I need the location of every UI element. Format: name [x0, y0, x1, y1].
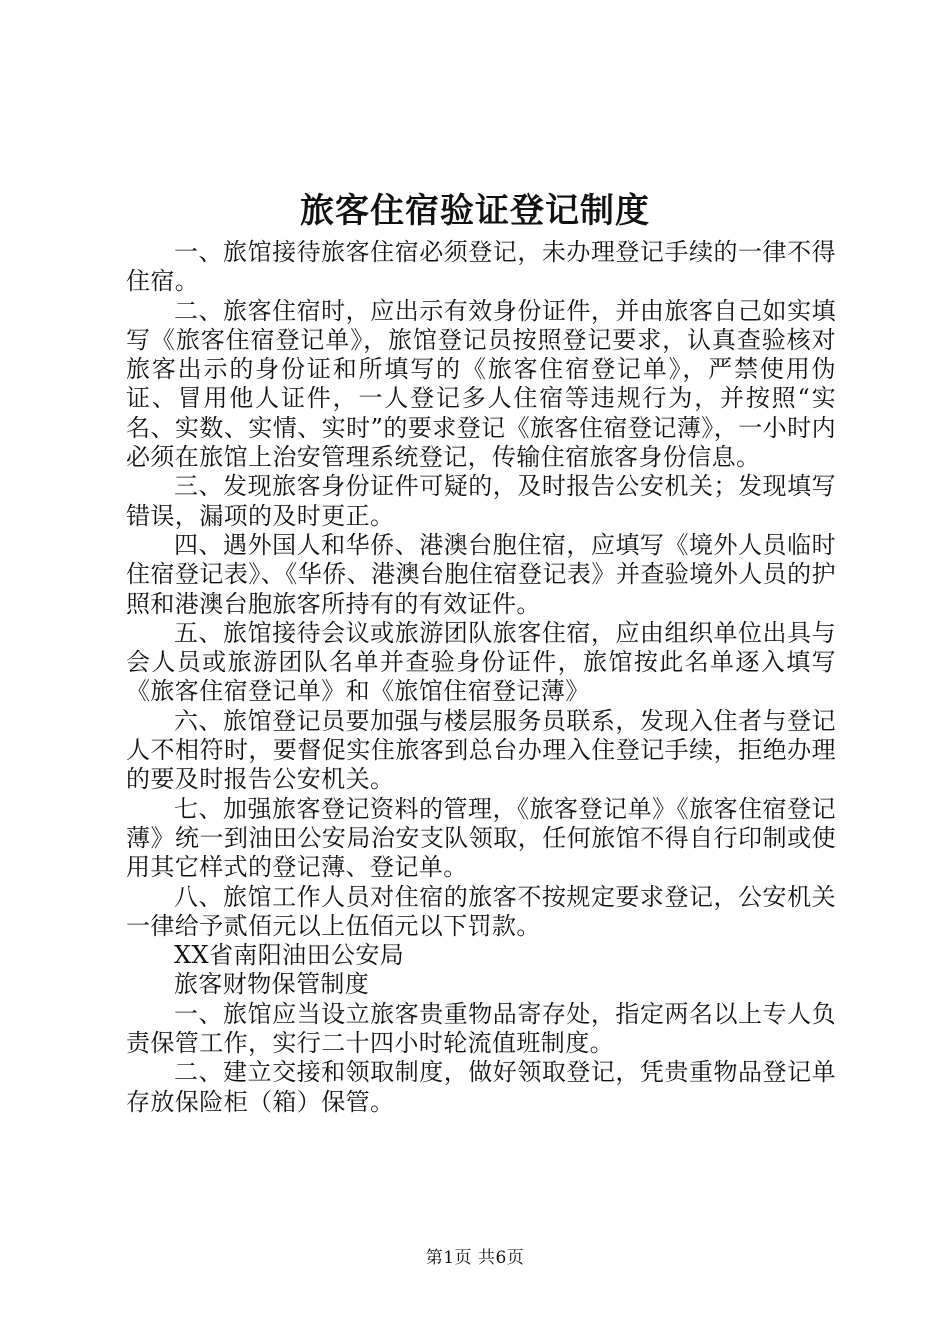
document-body — [126, 238, 836, 1117]
document-title: 旅客住宿验证登记制度 — [300, 191, 650, 231]
paragraph-2: 二、旅客住宿时，应出示有效身份证件，并由旅客自己如实填写《旅客住宿登记单》，旅馆登记员按照登记要求，认真查验核对旅客出示的身份证和所填写的《旅客住宿登记单》，严禁使用伪证、冒用他人证件，一人登记多人住宿等违规行为，并按照“实名、实数、实情、实时”的要求登记《旅客住宿登记薄》，一小时内必须在旅馆上治安管理系统登记，传输住宿旅客身份信息。 — [126, 296, 836, 472]
paragraph-10: 二、建立交接和领取制度，做好领取登记，凭贵重物品登记单存放保险柜（箱）保管。 — [126, 1058, 836, 1116]
section-heading: 旅客财物保管制度 — [174, 970, 370, 999]
page-footer: 第1页 共6页 — [425, 1248, 525, 1268]
paragraph-6: 六、旅馆登记员要加强与楼层服务员联系，发现入住者与登记人不相符时，要督促实住旅客到总台办理入住登记手续，拒绝办理的要及时报告公安机关。 — [126, 706, 836, 794]
issuer-line: XX省南阳油田公安局 — [174, 941, 405, 970]
paragraph-5: 五、旅馆接待会议或旅游团队旅客住宿，应由组织单位出具与会人员或旅游团队名单并查验身份证件，旅馆按此名单逐入填写《旅客住宿登记单》和《旅馆住宿登记薄》 — [126, 618, 836, 706]
paragraph-1: 一、旅馆接待旅客住宿必须登记，未办理登记手续的一律不得住宿。 — [126, 238, 836, 296]
paragraph-7: 七、加强旅客登记资料的管理，《旅客登记单》《旅客住宿登记薄》统一到油田公安局治安支队领取，任何旅馆不得自行印制或使用其它样式的登记薄、登记单。 — [126, 794, 836, 882]
paragraph-3: 三、发现旅客身份证件可疑的，及时报告公安机关；发现填写错误，漏项的及时更正。 — [126, 472, 836, 530]
paragraph-8: 八、旅馆工作人员对住宿的旅客不按规定要求登记，公安机关一律给予贰佰元以上伍佰元以下罚款。 — [126, 882, 836, 940]
paragraph-4: 四、遇外国人和华侨、港澳台胞住宿，应填写《境外人员临时住宿登记表》、《华侨、港澳台胞住宿登记表》并查验境外人员的护照和港澳台胞旅客所持有的有效证件。 — [126, 530, 836, 618]
paragraph-9: 一、旅馆应当设立旅客贵重物品寄存处，指定两名以上专人负责保管工作，实行二十四小时轮流值班制度。 — [126, 999, 836, 1058]
